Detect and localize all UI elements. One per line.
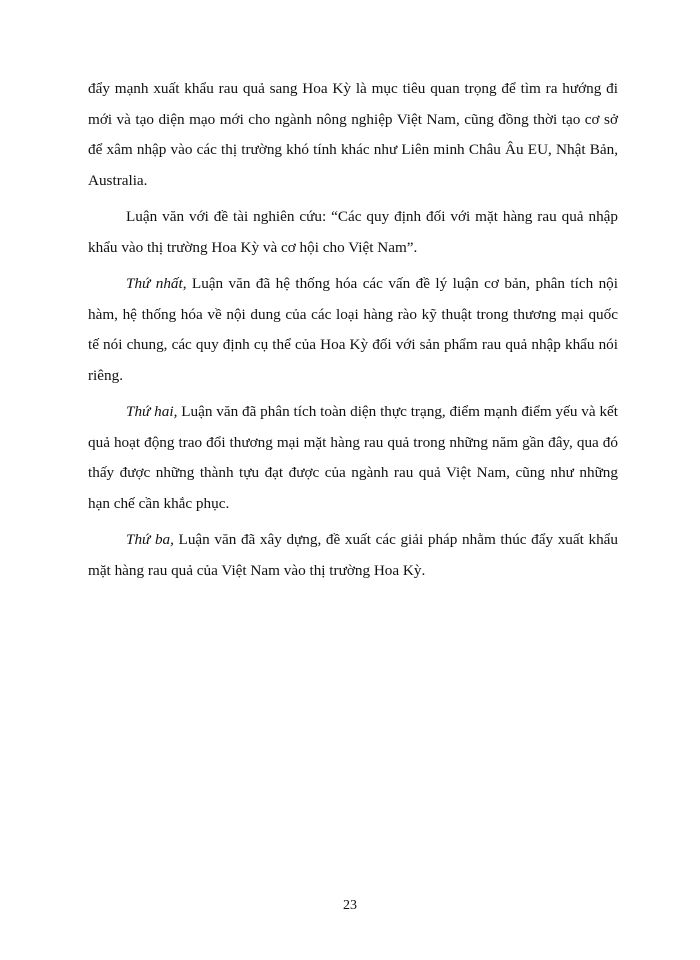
paragraph-text: Luận văn đã xây dựng, đề xuất các giải pháp nhằm thúc đẩy xuất khẩu mặt hàng rau quả của Việt Nam vào thị trường Hoa Kỳ. [88, 531, 618, 579]
paragraph-text: , Luận văn đã hệ thống hóa các vấn đề lý luận cơ bản, phân tích nội hàm, hệ thống hóa về nội dung của các loại hàng rào kỹ thuật trong thương mại quốc tế nói chung, các quy định cụ thể của Hoa Kỳ đối với sản phẩm rau quả nhập khẩu nói riêng. [88, 275, 618, 384]
paragraph-lead: Thứ nhất [126, 275, 183, 292]
paragraph-text: Luận văn đã phân tích toàn diện thực trạng, điểm mạnh điểm yếu và kết quả hoạt động trao đổi thương mại mặt hàng rau quả trong những năm gần đây, qua đó thấy được những thành tựu đạt được của ngành rau quả Việt Nam, cũng như những hạn chế cần khắc phục. [88, 403, 618, 512]
paragraph-thesis-topic [88, 202, 618, 263]
paragraph-lead: Thứ ba, [126, 531, 174, 548]
body-text [88, 74, 618, 592]
paragraph-text: Luận văn với đề tài nghiên cứu: “Các quy định đối với mặt hàng rau quả nhập khẩu vào thị trường Hoa Kỳ và cơ hội cho Việt Nam”. [88, 208, 618, 256]
paragraph-continuation [88, 74, 618, 196]
paragraph-third [88, 525, 618, 586]
paragraph-lead: Thứ hai, [126, 403, 178, 420]
paragraph-second [88, 397, 618, 519]
paragraph-text: đẩy mạnh xuất khẩu rau quả sang Hoa Kỳ là mục tiêu quan trọng để tìm ra hướng đi mới và tạo diện mạo mới cho ngành nông nghiệp Việt Nam, cũng đồng thời tạo cơ sở để xâm nhập vào các thị trường khó tính khác như Liên minh Châu Âu EU, Nhật Bản, Australia. [88, 80, 618, 189]
page-number: 23 [343, 898, 357, 913]
paragraph-first [88, 269, 618, 391]
